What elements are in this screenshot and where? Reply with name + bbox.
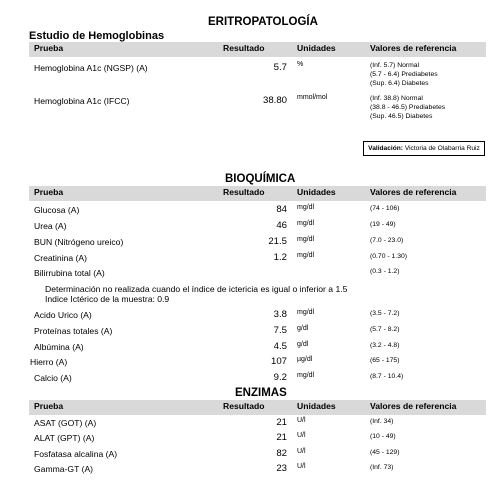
bioquimica-title: BIOQUÍMICA — [225, 173, 296, 185]
bilirrubina-note-2: Indice Ictérico de la muestra: 0.9 — [45, 294, 170, 304]
header-resultado: Resultado — [223, 401, 265, 411]
test-reference: (8.7 - 10.4) — [370, 373, 404, 380]
test-name: Fosfatasa alcalina (A) — [34, 449, 118, 459]
table-row-albumina — [29, 340, 486, 355]
header-unidades: Unidades — [297, 187, 336, 197]
test-reference — [370, 61, 438, 88]
validation-box — [363, 141, 485, 156]
header-prueba: Prueba — [34, 401, 64, 411]
table-row-proteinas-totales — [29, 324, 486, 339]
eritro-table-header — [29, 42, 486, 57]
test-unit: mg/dl — [297, 236, 315, 243]
test-result: 21 — [276, 417, 287, 428]
test-reference: (0.3 - 1.2) — [370, 268, 400, 275]
test-name: Glucosa (A) — [34, 205, 80, 215]
test-unit: mg/dl — [297, 220, 315, 227]
test-result: 23 — [276, 463, 287, 474]
test-result: 84 — [276, 204, 287, 215]
test-name: Proteínas totales (A) — [34, 326, 113, 336]
validation-label: Validación: — [368, 145, 403, 152]
test-name: Urea (A) — [34, 221, 67, 231]
test-result: 82 — [276, 448, 287, 459]
ref-line: (5.7 - 6.4) Prediabetes — [370, 71, 438, 78]
test-unit: g/dl — [297, 325, 309, 332]
test-result: 1.2 — [273, 252, 287, 263]
header-referencia: Valores de referencia — [370, 401, 457, 411]
test-unit: % — [297, 61, 304, 68]
table-row-urea — [29, 219, 486, 234]
test-reference — [370, 94, 445, 121]
test-name: Hierro (A) — [30, 357, 68, 367]
test-unit: mg/dl — [297, 204, 315, 211]
test-reference: (5.7 - 8.2) — [370, 326, 400, 333]
header-unidades: Unidades — [297, 401, 336, 411]
test-reference: (0.70 - 1.30) — [370, 253, 408, 260]
test-reference: (Inf. 34) — [370, 418, 394, 425]
test-unit: mmol/mol — [297, 94, 328, 101]
ref-line: (Inf. 38.8) Normal — [370, 95, 423, 102]
header-referencia: Valores de referencia — [370, 187, 457, 197]
test-reference: (3.2 - 4.8) — [370, 342, 400, 349]
test-result: 21 — [276, 432, 287, 443]
header-resultado: Resultado — [223, 43, 265, 53]
test-result: 5.7 — [273, 62, 287, 73]
table-row-gamma-gt — [29, 462, 486, 477]
test-unit: µg/dl — [297, 356, 313, 363]
table-row-bilirrubina — [29, 266, 486, 281]
test-result: 21.5 — [268, 236, 287, 247]
test-name: Bilirrubina total (A) — [34, 268, 105, 278]
test-name: Acido Urico (A) — [34, 310, 92, 320]
test-name: Hemoglobina A1c (IFCC) — [34, 96, 130, 106]
test-name: Creatinina (A) — [34, 253, 88, 263]
test-result: 4.5 — [273, 341, 287, 352]
test-reference: (Inf. 73) — [370, 464, 394, 471]
test-result: 46 — [276, 220, 287, 231]
header-prueba: Prueba — [34, 187, 64, 197]
header-prueba: Prueba — [34, 43, 64, 53]
table-row-fosfatasa-alcalina — [29, 447, 486, 462]
test-unit: mg/dl — [297, 372, 315, 379]
table-row-hba1c-ngsp — [29, 60, 486, 87]
test-reference: (3.5 - 7.2) — [370, 310, 400, 317]
table-row-acido-urico — [29, 308, 486, 323]
table-row-creatinina — [29, 251, 486, 266]
test-reference: (10 - 49) — [370, 433, 396, 440]
test-result: 3.8 — [273, 309, 287, 320]
bioquimica-table-header — [29, 186, 486, 201]
test-result: 7.5 — [273, 325, 287, 336]
header-resultado: Resultado — [223, 187, 265, 197]
test-unit: mg/dl — [297, 252, 315, 259]
test-name: BUN (Nitrógeno ureico) — [34, 237, 124, 247]
table-row-alat — [29, 431, 486, 446]
test-name: Albúmina (A) — [34, 342, 84, 352]
eritropatologia-title: ERITROPATOLOGÍA — [208, 16, 318, 28]
validation-name: Victoria de Olabarria Ruiz — [404, 145, 480, 152]
ref-line: (38.8 - 46.5) Prediabetes — [370, 104, 446, 111]
test-unit: U/l — [297, 448, 306, 455]
table-row-calcio — [29, 371, 486, 386]
header-referencia: Valores de referencia — [370, 43, 457, 53]
test-unit: mg/dl — [297, 309, 315, 316]
test-unit: g/dl — [297, 341, 309, 348]
test-reference: (7.0 - 23.0) — [370, 237, 404, 244]
test-reference: (45 - 129) — [370, 449, 400, 456]
enzimas-table-header — [29, 400, 486, 415]
test-result: 38.80 — [262, 95, 287, 106]
enzimas-title: ENZIMAS — [235, 387, 287, 399]
test-reference: (19 - 49) — [370, 221, 396, 228]
ref-line: (Sup. 46.5) Diabetes — [370, 113, 433, 120]
test-unit: U/l — [297, 432, 306, 439]
table-row-hba1c-ifcc — [29, 93, 486, 120]
test-unit: U/l — [297, 463, 306, 470]
table-row-bun — [29, 235, 486, 250]
hemoglobin-study-subtitle: Estudio de Hemoglobinas — [29, 30, 165, 42]
header-unidades: Unidades — [297, 43, 336, 53]
test-reference: (65 - 175) — [370, 357, 400, 364]
test-unit: U/l — [297, 417, 306, 424]
test-name: ALAT (GPT) (A) — [34, 433, 95, 443]
table-row-asat — [29, 416, 486, 431]
ref-line: (Inf. 5.7) Normal — [370, 62, 420, 69]
test-name: ASAT (GOT) (A) — [34, 418, 97, 428]
test-name: Hemoglobina A1c (NGSP) (A) — [34, 63, 148, 73]
test-result: 9.2 — [273, 372, 287, 383]
test-reference: (74 - 106) — [370, 205, 400, 212]
ref-line: (Sup. 6.4) Diabetes — [370, 80, 429, 87]
table-row-glucosa — [29, 203, 486, 218]
test-name: Calcio (A) — [34, 373, 72, 383]
bilirrubina-note-1: Determinación no realizada cuando el índice de ictericia es igual o inferior a 1.5 — [45, 284, 348, 294]
test-name: Gamma-GT (A) — [34, 464, 94, 474]
test-result: 107 — [270, 356, 287, 367]
table-row-hierro — [25, 355, 482, 370]
